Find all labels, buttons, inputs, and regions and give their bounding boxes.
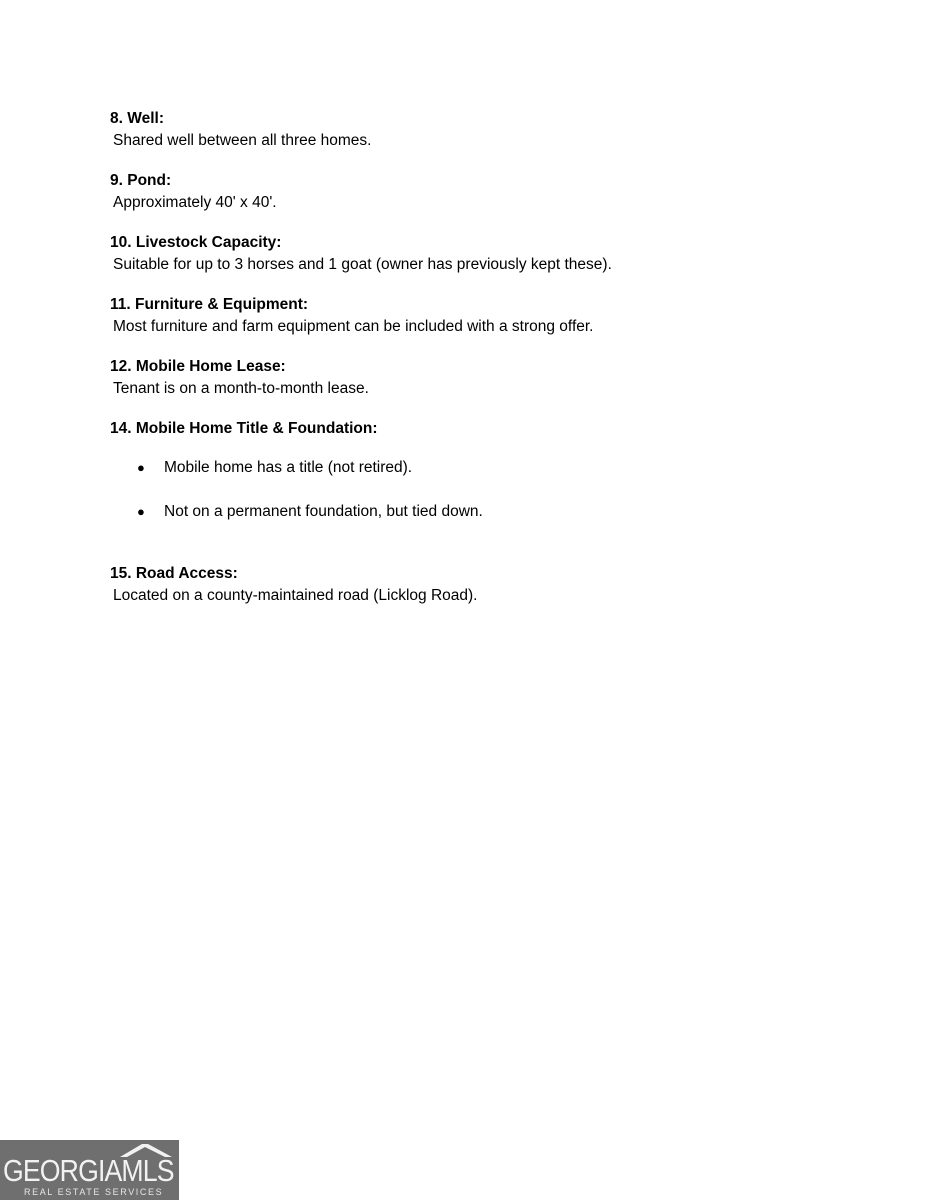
bullet-list xyxy=(110,458,870,522)
section-text: Tenant is on a month-to-month lease. xyxy=(113,380,369,397)
section-text: Located on a county-maintained road (Licklog Road). xyxy=(113,587,478,604)
section-heading: 8. Well: xyxy=(110,110,164,127)
list-item-text: Mobile home has a title (not retired). xyxy=(164,459,413,476)
section-heading: 9. Pond: xyxy=(110,172,172,189)
section-heading: 11. Furniture & Equipment: xyxy=(110,296,309,313)
section-mobile-home-lease xyxy=(110,357,870,399)
section-text: Most furniture and farm equipment can be included with a strong offer. xyxy=(113,318,594,335)
section-heading: 12. Mobile Home Lease: xyxy=(110,358,286,375)
section-text: Shared well between all three homes. xyxy=(113,132,372,149)
bullet-icon: ● xyxy=(137,504,145,519)
list-item xyxy=(110,458,870,478)
bullet-icon: ● xyxy=(137,460,145,475)
logo-tagline: REAL ESTATE SERVICES xyxy=(24,1187,164,1197)
document-body xyxy=(110,109,870,626)
section-furniture-equipment xyxy=(110,295,870,337)
section-heading: 14. Mobile Home Title & Foundation: xyxy=(110,420,378,437)
section-title-foundation xyxy=(110,419,870,522)
section-text: Approximately 40' x 40'. xyxy=(113,194,277,211)
section-heading: 10. Livestock Capacity: xyxy=(110,234,282,251)
georgia-mls-logo xyxy=(0,1140,179,1200)
section-road-access xyxy=(110,564,870,606)
section-pond xyxy=(110,171,870,213)
section-well xyxy=(110,109,870,151)
section-text: Suitable for up to 3 horses and 1 goat (owner has previously kept these). xyxy=(113,256,612,273)
section-livestock-capacity xyxy=(110,233,870,275)
logo-wordmark: GEORGIAMLS xyxy=(3,1153,174,1188)
section-heading: 15. Road Access: xyxy=(110,565,238,582)
list-item-text: Not on a permanent foundation, but tied down. xyxy=(164,503,483,520)
list-item xyxy=(110,502,870,522)
